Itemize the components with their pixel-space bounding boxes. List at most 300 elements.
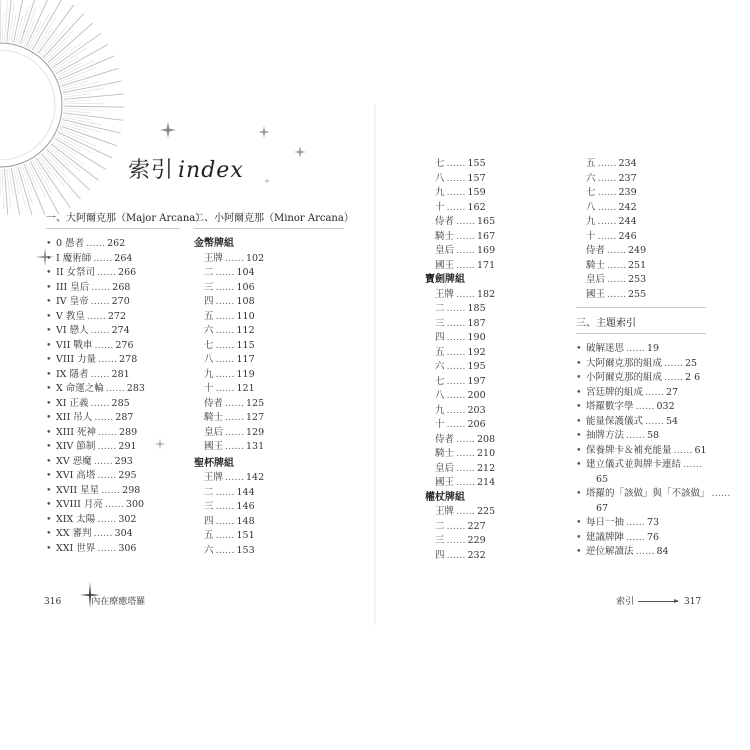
entry-page: 234 bbox=[618, 158, 637, 169]
entry-page: 291 bbox=[118, 441, 137, 452]
entry-name: 國王 bbox=[435, 259, 455, 271]
entry-name: 十 bbox=[435, 201, 445, 213]
leader-dots: …… bbox=[90, 397, 110, 409]
index-entry bbox=[194, 411, 344, 426]
entry-page: 65 bbox=[596, 473, 609, 485]
entry-page: 119 bbox=[236, 368, 255, 380]
entry-page: 270 bbox=[111, 296, 130, 307]
leader-dots: …… bbox=[97, 542, 117, 554]
entry-name: 塔羅數字學 bbox=[586, 401, 634, 412]
index-entry bbox=[576, 230, 716, 245]
entry-page: 117 bbox=[236, 354, 255, 365]
entry-page: 54 bbox=[666, 415, 679, 427]
entry-page: 187 bbox=[467, 317, 486, 329]
entry-name: XX 審判 bbox=[56, 528, 92, 539]
entry-page: 225 bbox=[477, 506, 496, 517]
entry-name: 六 bbox=[204, 325, 214, 336]
leader-dots: …… bbox=[664, 357, 684, 369]
entry-page: 287 bbox=[115, 412, 134, 423]
index-entry bbox=[425, 346, 545, 361]
index-entry bbox=[194, 295, 344, 310]
entry-page: 268 bbox=[112, 281, 131, 293]
index-entry bbox=[576, 215, 716, 230]
leader-dots: …… bbox=[97, 513, 117, 525]
entry-name: 王牌 bbox=[435, 288, 455, 300]
entry-name: XV 惡魔 bbox=[56, 455, 92, 467]
bullet-icon: • bbox=[576, 357, 582, 369]
entry-name: 能量保護儀式 bbox=[586, 415, 644, 427]
index-entry bbox=[576, 288, 716, 303]
entry-name: 0 愚者 bbox=[56, 238, 85, 249]
entry-page: 27 bbox=[666, 386, 679, 398]
index-entry bbox=[425, 186, 545, 201]
entry-name: 騎士 bbox=[586, 259, 606, 271]
index-entry bbox=[194, 382, 344, 397]
leader-dots: …… bbox=[225, 397, 245, 409]
leader-dots: …… bbox=[446, 520, 466, 532]
bullet-icon: • bbox=[576, 430, 582, 441]
entry-page: 169 bbox=[477, 245, 496, 256]
entry-page: 112 bbox=[236, 325, 255, 336]
entry-page: 76 bbox=[647, 531, 660, 543]
index-entry bbox=[46, 411, 180, 426]
leader-dots: …… bbox=[215, 267, 235, 278]
index-entry bbox=[46, 484, 180, 499]
index-entry bbox=[194, 339, 344, 354]
index-entry bbox=[194, 440, 344, 455]
index-entry bbox=[576, 244, 716, 259]
entry-page: 272 bbox=[107, 310, 127, 322]
leader-dots: …… bbox=[215, 310, 235, 322]
right-page-number: 317 bbox=[684, 597, 702, 607]
leader-dots: …… bbox=[98, 354, 118, 365]
entry-name: 八 bbox=[435, 390, 445, 401]
right-footer-label: 索引 bbox=[616, 597, 635, 607]
entry-name: 四 bbox=[435, 549, 445, 561]
entry-name: 二 bbox=[435, 303, 445, 314]
entry-page: 197 bbox=[467, 375, 486, 387]
index-entry bbox=[46, 527, 180, 542]
index-entry bbox=[576, 444, 716, 459]
index-entry bbox=[194, 252, 344, 267]
leader-dots: …… bbox=[215, 296, 235, 307]
entry-page: 304 bbox=[114, 528, 133, 539]
leader-dots: …… bbox=[101, 484, 121, 496]
leader-dots: …… bbox=[446, 346, 466, 358]
entry-name: 國王 bbox=[586, 288, 606, 300]
entry-name: VI 戀人 bbox=[56, 325, 89, 336]
index-entry bbox=[194, 529, 344, 544]
bullet-icon: • bbox=[46, 484, 52, 496]
leader-dots: …… bbox=[90, 296, 110, 307]
leader-dots: …… bbox=[446, 303, 466, 314]
bullet-icon: • bbox=[576, 401, 582, 412]
entry-page: 146 bbox=[236, 501, 255, 512]
entry-page: 206 bbox=[467, 419, 486, 430]
entry-page: 84 bbox=[656, 546, 669, 557]
leader-dots: …… bbox=[215, 354, 235, 365]
sparkle-icon bbox=[264, 178, 270, 184]
leader-dots: …… bbox=[93, 455, 113, 467]
entry-page: 58 bbox=[647, 430, 660, 441]
leader-dots: …… bbox=[597, 216, 617, 227]
themes-heading: 三、主題索引 bbox=[576, 315, 706, 334]
entry-name: 侍者 bbox=[435, 216, 455, 227]
entry-page: 212 bbox=[477, 462, 496, 474]
entry-name: 王牌 bbox=[204, 252, 224, 264]
entry-name: 五 bbox=[435, 346, 445, 358]
leader-dots: …… bbox=[597, 172, 617, 184]
entry-page: 264 bbox=[114, 252, 133, 264]
leader-dots: …… bbox=[456, 506, 476, 517]
leader-dots: …… bbox=[645, 415, 665, 427]
leader-dots: …… bbox=[225, 412, 245, 423]
entry-name: 建立儀式並與牌卡連結 bbox=[586, 459, 682, 470]
bullet-icon: • bbox=[46, 267, 52, 278]
leader-dots: …… bbox=[446, 201, 466, 213]
bullet-icon: • bbox=[46, 238, 52, 249]
leader-dots: …… bbox=[626, 531, 646, 543]
entry-page: 295 bbox=[118, 470, 137, 481]
index-entry bbox=[576, 400, 716, 415]
entry-name: 侍者 bbox=[204, 397, 224, 409]
index-entry bbox=[425, 404, 545, 419]
page-gutter bbox=[374, 105, 376, 625]
bullet-icon: • bbox=[46, 252, 52, 264]
themes-list bbox=[576, 342, 731, 560]
index-entry bbox=[576, 386, 716, 401]
entry-name: 塔羅的「該做」與「不該做」 bbox=[586, 488, 710, 499]
entry-name: 四 bbox=[204, 515, 214, 527]
leader-dots: …… bbox=[446, 419, 466, 430]
index-entry bbox=[576, 371, 716, 386]
sparkle-icon bbox=[258, 126, 270, 138]
index-entry bbox=[194, 368, 344, 383]
leader-dots: …… bbox=[215, 486, 235, 498]
entry-page: 249 bbox=[628, 245, 647, 256]
entry-name: IV 皇帝 bbox=[56, 296, 89, 307]
index-entry bbox=[194, 426, 344, 441]
index-entry bbox=[425, 244, 545, 259]
leader-dots: …… bbox=[215, 281, 235, 293]
leader-dots: …… bbox=[97, 267, 117, 278]
entry-name: 小阿爾克那的組成 bbox=[586, 372, 663, 383]
entry-name: 七 bbox=[435, 158, 445, 169]
left-page-number: 316 bbox=[44, 597, 62, 607]
bullet-icon: • bbox=[46, 441, 52, 452]
entry-page: 289 bbox=[119, 426, 138, 438]
bullet-icon: • bbox=[46, 310, 52, 322]
entry-page: 159 bbox=[467, 187, 486, 198]
leader-dots: …… bbox=[446, 317, 466, 329]
leader-dots: …… bbox=[597, 230, 617, 242]
index-entry bbox=[425, 259, 545, 274]
leader-dots: …… bbox=[97, 470, 117, 481]
swords-heading: 寶劍牌組 bbox=[425, 274, 465, 285]
entry-name: 國王 bbox=[204, 441, 224, 452]
entry-page: 306 bbox=[118, 542, 137, 554]
entry-name: 皇后 bbox=[435, 245, 455, 256]
entry-name: 九 bbox=[586, 216, 596, 227]
index-entry bbox=[425, 549, 545, 564]
entry-name: 九 bbox=[435, 404, 445, 416]
leader-dots: …… bbox=[446, 549, 466, 561]
entry-page: 195 bbox=[467, 361, 486, 372]
pentacles-list bbox=[194, 252, 344, 455]
entry-name: 三 bbox=[204, 281, 214, 293]
leader-dots: …… bbox=[215, 383, 235, 394]
leader-dots: …… bbox=[93, 528, 113, 539]
entry-page: 255 bbox=[628, 288, 647, 300]
index-entry bbox=[46, 542, 180, 557]
index-entry bbox=[425, 317, 545, 332]
entry-name: X 命運之輪 bbox=[56, 383, 104, 394]
index-entry bbox=[576, 172, 716, 187]
index-entry bbox=[194, 471, 344, 486]
major-arcana-heading: 一、大阿爾克那（Major Arcana） bbox=[46, 210, 180, 229]
leader-dots: …… bbox=[607, 259, 627, 271]
index-entry bbox=[46, 237, 180, 252]
right-page-footer bbox=[616, 594, 701, 607]
entry-page: 032 bbox=[656, 401, 675, 412]
right-page-column-1 bbox=[425, 157, 545, 563]
leader-dots: …… bbox=[607, 288, 627, 300]
entry-page: 293 bbox=[114, 455, 133, 467]
entry-name: II 女祭司 bbox=[56, 267, 96, 278]
entry-page: 239 bbox=[618, 187, 637, 198]
leader-dots: …… bbox=[635, 401, 655, 412]
index-entry bbox=[425, 360, 545, 375]
wands-heading: 權杖牌組 bbox=[425, 491, 465, 503]
entry-name: XII 吊人 bbox=[56, 412, 93, 423]
entry-name: XVII 星星 bbox=[56, 484, 100, 496]
index-entry bbox=[46, 310, 180, 325]
index-entry bbox=[576, 429, 716, 444]
leader-dots: …… bbox=[90, 368, 110, 380]
leader-dots: …… bbox=[215, 515, 235, 527]
index-entry bbox=[194, 544, 344, 559]
entry-name: 皇后 bbox=[586, 274, 606, 285]
entry-name: XIV 節制 bbox=[56, 441, 96, 452]
bullet-icon: • bbox=[46, 325, 52, 336]
section-divider bbox=[576, 307, 706, 308]
index-entry bbox=[425, 433, 545, 448]
leader-dots: …… bbox=[225, 472, 245, 483]
index-entry bbox=[576, 259, 716, 274]
entry-name: 騎士 bbox=[435, 448, 455, 459]
leader-dots: …… bbox=[597, 158, 617, 169]
leader-dots: …… bbox=[607, 245, 627, 256]
index-entry bbox=[425, 462, 545, 477]
entry-name: I 魔術師 bbox=[56, 252, 92, 264]
leader-dots: …… bbox=[456, 433, 476, 445]
entry-page: 142 bbox=[246, 472, 265, 483]
entry-page: 190 bbox=[467, 332, 486, 343]
entry-name: 五 bbox=[586, 158, 596, 169]
leader-dots: …… bbox=[446, 375, 466, 387]
entry-page: 210 bbox=[477, 448, 496, 459]
entry-name: 七 bbox=[586, 187, 596, 198]
leader-dots: …… bbox=[104, 499, 124, 510]
leader-dots: …… bbox=[97, 441, 117, 452]
leader-dots: …… bbox=[456, 448, 476, 459]
entry-name: 十 bbox=[435, 419, 445, 430]
major-arcana-list bbox=[46, 237, 180, 556]
entry-name: 三 bbox=[435, 535, 445, 546]
entry-name: 侍者 bbox=[586, 245, 606, 256]
entry-name: 抽牌方法 bbox=[586, 430, 625, 441]
leader-dots: …… bbox=[90, 325, 110, 336]
leader-dots: …… bbox=[456, 477, 476, 488]
index-entry bbox=[194, 500, 344, 515]
left-page-footer bbox=[44, 594, 145, 607]
leader-dots: …… bbox=[626, 343, 646, 354]
index-entry bbox=[46, 455, 180, 470]
entry-page: 298 bbox=[122, 484, 141, 496]
leader-dots: …… bbox=[215, 339, 235, 351]
entry-name: 騎士 bbox=[204, 412, 224, 423]
entry-page: 266 bbox=[118, 267, 137, 278]
leader-dots: …… bbox=[446, 390, 466, 401]
entry-page: 144 bbox=[236, 486, 255, 498]
index-entry bbox=[46, 513, 180, 528]
index-entry bbox=[46, 353, 180, 368]
leader-dots: …… bbox=[225, 426, 245, 438]
index-entry bbox=[46, 324, 180, 339]
bullet-icon: • bbox=[576, 517, 582, 528]
entry-page: 129 bbox=[246, 426, 265, 438]
entry-name: XVI 高塔 bbox=[56, 470, 96, 481]
entry-page: 242 bbox=[618, 201, 637, 213]
entry-page: 278 bbox=[119, 354, 138, 365]
entry-name: 皇后 bbox=[435, 462, 455, 474]
index-entry bbox=[46, 339, 180, 354]
index-entry bbox=[425, 215, 545, 230]
leader-dots: …… bbox=[673, 444, 693, 456]
leader-dots: …… bbox=[456, 259, 476, 271]
index-entry bbox=[576, 357, 716, 372]
entry-page: 262 bbox=[107, 238, 126, 249]
bullet-icon: • bbox=[46, 368, 52, 380]
index-entry bbox=[194, 397, 344, 412]
entry-page: 167 bbox=[477, 230, 496, 242]
index-entry bbox=[425, 288, 545, 303]
cups-list bbox=[194, 471, 344, 558]
entry-name: 二 bbox=[204, 267, 214, 278]
entry-name: XI 正義 bbox=[56, 397, 89, 409]
entry-page: 115 bbox=[236, 339, 255, 351]
entry-page: 171 bbox=[477, 259, 496, 271]
entry-continuation bbox=[576, 502, 716, 517]
entry-name: 破解迷思 bbox=[586, 343, 625, 354]
entry-name: 四 bbox=[435, 332, 445, 343]
leader-dots: …… bbox=[711, 488, 731, 499]
entry-page: 25 bbox=[685, 357, 698, 369]
entry-name: 六 bbox=[204, 544, 214, 556]
entry-page: 125 bbox=[246, 397, 265, 409]
entry-page: 302 bbox=[118, 513, 137, 525]
leader-dots: …… bbox=[456, 216, 476, 227]
bullet-icon: • bbox=[46, 455, 52, 467]
index-entry bbox=[46, 281, 180, 296]
arrow-icon bbox=[638, 601, 678, 602]
entry-page: 300 bbox=[125, 499, 145, 510]
leader-dots: …… bbox=[215, 501, 235, 512]
index-entry bbox=[194, 324, 344, 339]
index-entry bbox=[46, 498, 180, 513]
entry-page: 208 bbox=[477, 433, 496, 445]
entry-page: 246 bbox=[618, 230, 637, 242]
leader-dots: …… bbox=[626, 517, 646, 528]
entry-page: 148 bbox=[236, 515, 255, 527]
leader-dots: …… bbox=[225, 441, 245, 452]
bullet-icon: • bbox=[46, 412, 52, 423]
entry-page: 162 bbox=[467, 201, 486, 213]
leader-dots: …… bbox=[664, 372, 684, 383]
bullet-icon: • bbox=[46, 542, 52, 554]
entry-name: 逆位解讀法 bbox=[586, 546, 634, 557]
entry-page: 155 bbox=[467, 158, 486, 169]
entry-page: 200 bbox=[467, 390, 486, 401]
entry-page: 121 bbox=[236, 383, 255, 394]
entry-page: 285 bbox=[111, 397, 130, 409]
entry-name: 皇后 bbox=[204, 426, 224, 438]
entry-name: 十 bbox=[586, 230, 596, 242]
bullet-icon: • bbox=[576, 372, 582, 383]
wands-list-continued bbox=[576, 157, 716, 302]
index-entry bbox=[576, 157, 716, 172]
index-entry bbox=[425, 476, 545, 491]
entry-page: 203 bbox=[467, 404, 486, 416]
index-entry bbox=[46, 382, 180, 397]
index-entry bbox=[425, 520, 545, 535]
bullet-icon: • bbox=[576, 488, 582, 499]
entry-name: 二 bbox=[435, 520, 445, 532]
entry-page: 227 bbox=[467, 520, 486, 532]
leader-dots: …… bbox=[94, 412, 114, 423]
bullet-icon: • bbox=[576, 386, 582, 398]
page-title bbox=[128, 153, 244, 184]
index-entry bbox=[425, 157, 545, 172]
entry-page: 251 bbox=[628, 259, 647, 271]
entry-page: 61 bbox=[694, 444, 707, 456]
bullet-icon: • bbox=[576, 531, 582, 543]
index-entry bbox=[46, 426, 180, 441]
index-entry bbox=[425, 447, 545, 462]
index-entry bbox=[46, 440, 180, 455]
sparkle-icon bbox=[294, 146, 306, 158]
entry-name: 王牌 bbox=[204, 472, 224, 483]
leader-dots: …… bbox=[446, 172, 466, 184]
swords-list bbox=[425, 288, 545, 491]
leader-dots: …… bbox=[645, 386, 665, 398]
leader-dots: …… bbox=[225, 252, 245, 264]
entry-page: 110 bbox=[236, 310, 255, 322]
index-entry bbox=[576, 487, 731, 502]
cups-list-continued bbox=[425, 157, 545, 273]
entry-name: 九 bbox=[204, 368, 214, 380]
leader-dots: …… bbox=[215, 325, 235, 336]
leader-dots: …… bbox=[635, 546, 655, 557]
index-entry bbox=[425, 418, 545, 433]
entry-name: 侍者 bbox=[435, 433, 455, 445]
entry-page: 73 bbox=[647, 517, 660, 528]
leader-dots: …… bbox=[93, 252, 113, 264]
leader-dots: …… bbox=[456, 245, 476, 256]
minor-arcana-column bbox=[194, 210, 354, 558]
index-entry bbox=[576, 186, 716, 201]
index-entry bbox=[194, 310, 344, 325]
